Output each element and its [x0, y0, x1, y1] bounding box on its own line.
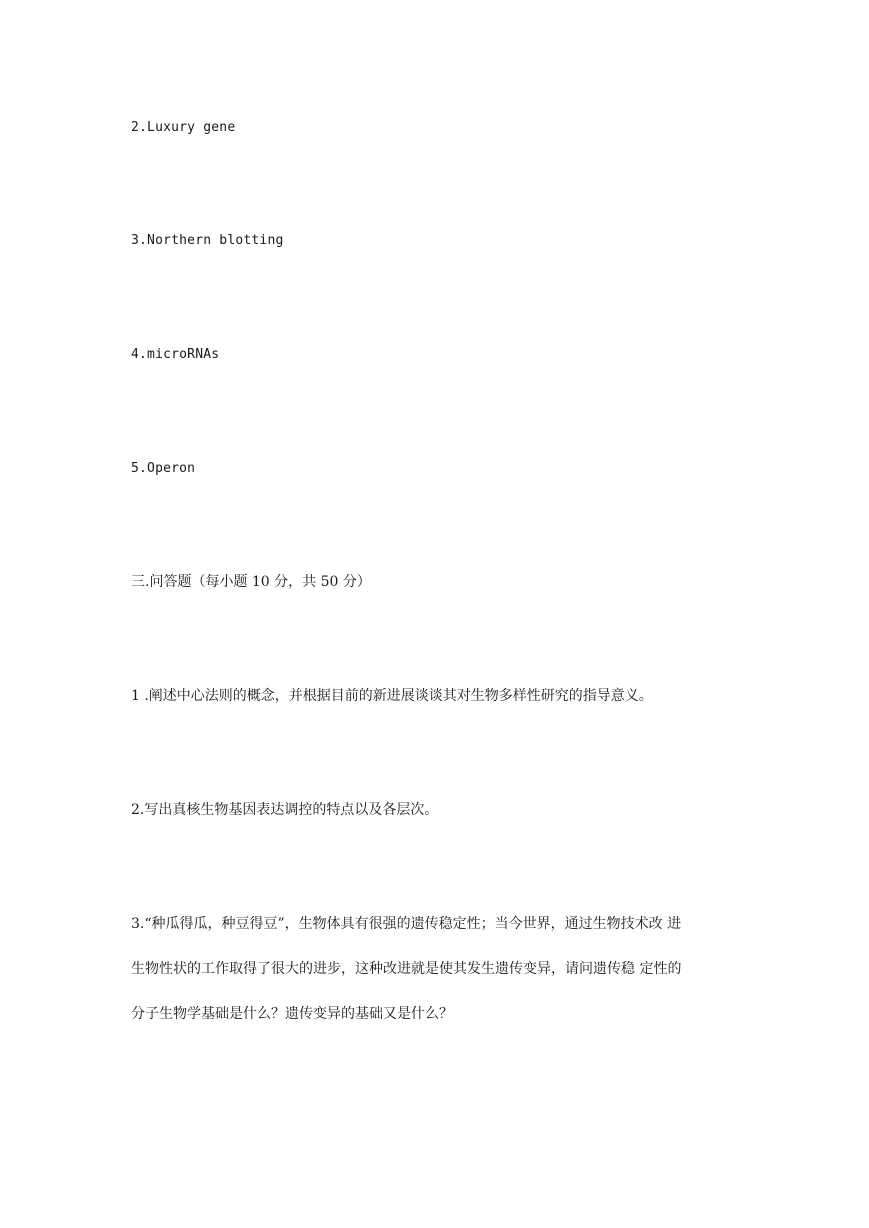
- term-luxury-gene: 2.Luxury gene: [131, 120, 236, 135]
- question-3-line-3: 分子生物学基础是什么？遗传变异的基础又是什么？: [131, 1006, 453, 1022]
- term-operon: 5.Operon: [131, 461, 196, 476]
- question-3-line-1: 3.“种瓜得瓜，种豆得豆”，生物体具有很强的遗传稳定性；当今世界，通过生物技术改 进: [131, 916, 682, 932]
- term-northern-blotting: 3.Northern blotting: [131, 233, 284, 248]
- question-1: 1 .阐述中心法则的概念，并根据目前的新进展谈谈其对生物多样性研究的指导意义。: [131, 688, 653, 704]
- section-heading: 三.问答题（每小题 10 分，共 50 分）: [131, 574, 371, 590]
- question-2: 2.写出真核生物基因表达调控的特点以及各层次。: [131, 802, 439, 818]
- question-3: [131, 914, 741, 1024]
- question-3-line-2: 生物性状的工作取得了很大的进步，这种改进就是使其发生遗传变异，请问遗传稳 定性的: [131, 961, 682, 977]
- term-micrornas: 4.microRNAs: [131, 347, 220, 362]
